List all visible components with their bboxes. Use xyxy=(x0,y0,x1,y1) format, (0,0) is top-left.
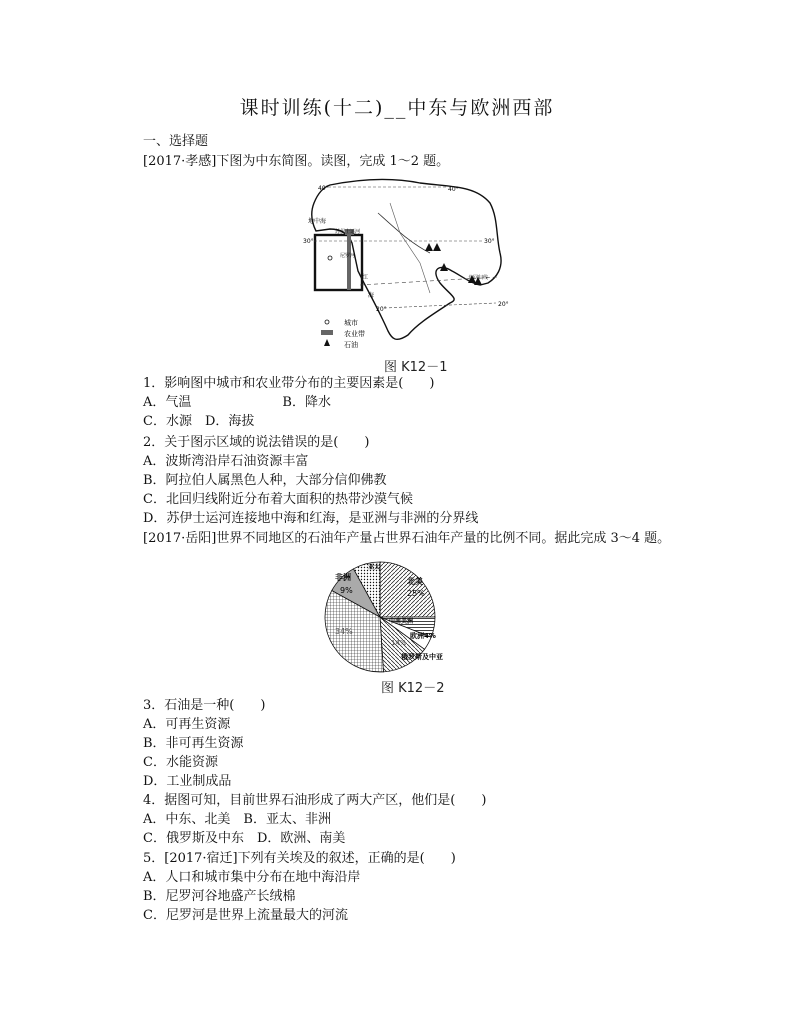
label-red: 红 xyxy=(362,274,369,281)
pie-label-asia: 亚太 xyxy=(368,564,381,571)
intro-pie-questions: [2017·岳阳]世界不同地区的石油年产量占世界石油年产量的比例不同。据此完成 3～4 题。 xyxy=(143,531,671,546)
legend-city-icon xyxy=(325,320,329,324)
lat-label-30-right: 30° xyxy=(484,238,495,245)
q3-option-b: B．非可再生资源 xyxy=(143,736,244,751)
q4-options-ab: A．中东、北美 B．亚太、非洲 xyxy=(143,812,331,827)
oil-icon xyxy=(425,243,433,251)
pie-label-beimei: 北美 xyxy=(407,577,423,586)
legend-city: 城市 xyxy=(344,319,358,327)
lat-label-30: 30° xyxy=(303,238,314,245)
label-sea: 海 xyxy=(368,292,375,299)
legend-oil: 石油 xyxy=(344,341,358,349)
q3-option-d: D．工业制成品 xyxy=(143,774,232,789)
q5-stem: 5．[2017·宿迁]下列有关埃及的叙述，正确的是( ) xyxy=(143,851,456,866)
q4-stem: 4．据图可知，目前世界石油形成了两大产区，他们是( ) xyxy=(143,793,487,808)
q2-option-c: C．北回归线附近分布着大面积的热带沙漠气候 xyxy=(143,492,413,507)
q3-stem: 3．石油是一种( ) xyxy=(143,698,266,713)
lat-label-40-right: 40° xyxy=(448,186,459,193)
label-tropic: 北回归线 xyxy=(468,275,489,281)
coastline xyxy=(312,179,501,339)
map-caption: 图 K12－1 xyxy=(384,360,448,375)
intro-map-questions: [2017·孝感]下图为中东简图。读图，完成 1～2 题。 xyxy=(143,154,450,169)
tigris-euphrates-river xyxy=(378,213,430,253)
q2-option-d: D．苏伊士运河连接地中海和红海，是亚洲与非洲的分界线 xyxy=(143,511,479,526)
q3-option-c: C．水能资源 xyxy=(143,755,218,770)
q2-option-b: B．阿拉伯人属黑色人种，大部分信仰佛教 xyxy=(143,473,387,488)
legend-farm-icon xyxy=(321,330,333,335)
lat-line-20 xyxy=(384,303,496,308)
pie-pct-africa: 9% xyxy=(340,586,353,595)
pie-label-russia: 俄罗斯及中亚 xyxy=(401,653,443,661)
q5-option-c: C．尼罗河是世界上流量最大的河流 xyxy=(143,908,348,923)
page-title: 课时训练(十二)__中东与欧洲西部 xyxy=(239,97,555,119)
internal-border xyxy=(390,203,430,293)
q4-options-cd: C．俄罗斯及中东 D．欧洲、南美 xyxy=(143,831,346,846)
pie-pct-middle: 34% xyxy=(335,627,353,636)
section-heading: 一、选择题 xyxy=(143,134,209,149)
pie-pct-beimei: 25% xyxy=(407,589,425,598)
q1-options-cd: C．水源 D．海拔 xyxy=(143,414,255,429)
lat-label-20-right: 20° xyxy=(498,301,509,308)
legend-oil-icon xyxy=(324,339,330,346)
label-mediterranean: 地中海 xyxy=(308,218,327,225)
oil-icon xyxy=(433,243,441,251)
q5-option-a: A．人口和城市集中分布在地中海沿岸 xyxy=(143,870,361,885)
q2-option-a: A．波斯湾沿岸石油资源丰富 xyxy=(143,454,309,469)
oil-production-pie xyxy=(315,560,495,678)
legend-farm: 农业带 xyxy=(344,330,365,338)
label-nile: 尼罗河 xyxy=(340,253,356,259)
q2-stem: 2．关于图示区域的说法错误的是( ) xyxy=(143,435,370,450)
pie-label-africa: 非洲 xyxy=(335,573,351,582)
q3-option-a: A．可再生资源 xyxy=(143,717,231,732)
pie-caption: 图 K12－2 xyxy=(381,681,445,696)
q1-stem: 1．影响图中城市和农业带分布的主要因素是( ) xyxy=(143,376,435,391)
pie-pct-russia: 14% xyxy=(391,639,407,647)
lat-label-20: 20° xyxy=(376,306,387,313)
label-suez: 苏伊士运河 xyxy=(335,229,361,235)
pie-label-europe: 欧洲4% xyxy=(410,632,436,640)
city-icon xyxy=(328,256,332,260)
lat-label-40: 40° xyxy=(318,185,329,192)
pie-label-zhongnan: 中南美洲 xyxy=(389,618,414,625)
q1-options-ab: A．气温 B．降水 xyxy=(143,395,331,410)
q5-option-b: B．尼罗河谷地盛产长绒棉 xyxy=(143,889,296,904)
egypt-border xyxy=(315,235,362,290)
middle-east-map xyxy=(300,173,510,355)
farm-belt xyxy=(347,235,351,290)
